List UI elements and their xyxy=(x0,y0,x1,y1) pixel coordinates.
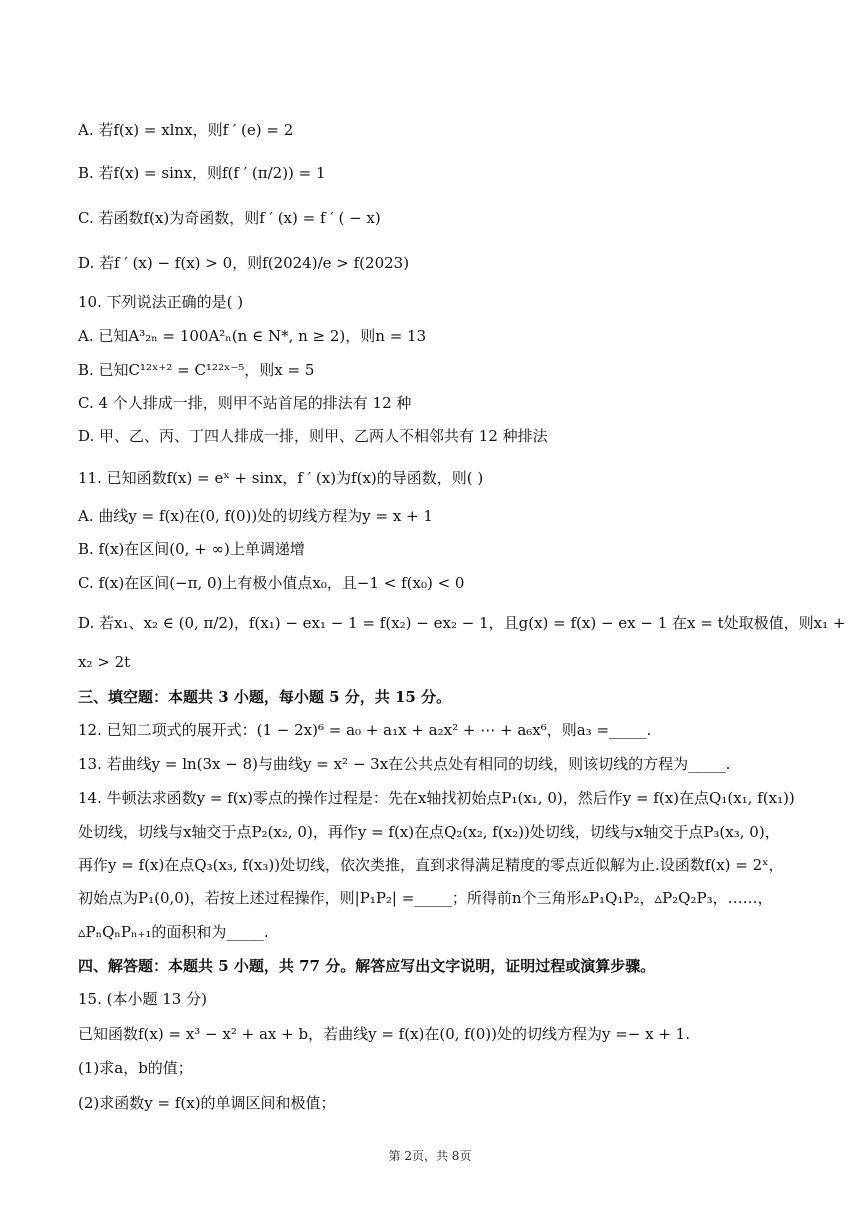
question-14-line3: 再作y = f(x)在点Q₃(x₃, f(x₃))处切线，依次类推，直到求得满足精度的零点近似解为止.设函数f(x) = 2ˣ， xyxy=(78,856,784,874)
question-14-line4: 初始点为P₁(0,0)，若按上述过程操作，则|P₁P₂| =_____；所得前n个三角形▵P₁Q₁P₂，▵P₂Q₂P₃，……， xyxy=(78,889,773,907)
question-15-part2: (2)求函数y = f(x)的单调区间和极值； xyxy=(78,1094,336,1112)
option-11b: B. f(x)在区间(0, + ∞)上单调递增 xyxy=(78,540,305,558)
option-10b: B. 已知C¹²ˣ⁺² = C¹²²ˣ⁻⁵，则x = 5 xyxy=(78,361,315,379)
question-13: 13. 若曲线y = ln(3x − 8)与曲线y = x² − 3x在公共点处有相同的切线，则该切线的方程为_____. xyxy=(78,755,731,773)
option-9d: D. 若f ′ (x) − f(x) > 0，则f(2024)/e > f(2023) xyxy=(78,254,410,272)
question-15-stem: 已知函数f(x) = x³ − x² + ax + b，若曲线y = f(x)在(0, f(0))处的切线方程为y =− x + 1. xyxy=(78,1025,690,1043)
question-10: 10. 下列说法正确的是( ) xyxy=(78,293,244,311)
question-14-line5: ▵PₙQₙPₙ₊₁的面积和为_____. xyxy=(78,923,269,941)
question-12: 12. 已知二项式的展开式：(1 − 2x)⁶ = a₀ + a₁x + a₂x² + ⋯ + a₆x⁶，则a₃ =_____. xyxy=(78,721,652,739)
option-10a: A. 已知A³₂ₙ = 100A²ₙ(n ∈ N*, n ≥ 2)，则n = 13 xyxy=(78,327,427,345)
page-footer: 第 2页，共 8页 xyxy=(388,1149,472,1163)
option-11a: A. 曲线y = f(x)在(0, f(0))处的切线方程为y = x + 1 xyxy=(78,507,433,525)
option-9a: A. 若f(x) = xlnx，则f ′ (e) = 2 xyxy=(78,121,294,139)
question-15-header: 15. (本小题 13 分) xyxy=(78,990,207,1008)
question-11: 11. 已知函数f(x) = eˣ + sinx，f ′ (x)为f(x)的导函数，则( ) xyxy=(78,469,484,487)
question-14-line2: 处切线，切线与x轴交于点P₂(x₂, 0)，再作y = f(x)在点Q₂(x₂, f(x₂))处切线，切线与x轴交于点P₃(x₃, 0)， xyxy=(78,823,780,841)
option-11d-cont: x₂ > 2t xyxy=(78,653,131,671)
option-10d: D. 甲、乙、丙、丁四人排成一排，则甲、乙两人不相邻共有 12 种排法 xyxy=(78,427,548,445)
question-15-part1: (1)求a，b的值； xyxy=(78,1059,193,1077)
option-11d: D. 若x₁、x₂ ∈ (0, π/2)，f(x₁) − ex₁ − 1 = f(x₂) − ex₂ − 1，且g(x) = f(x) − ex − 1 在x = t处取极值，则x₁ + xyxy=(78,614,846,632)
section-4-heading: 四、解答题：本题共 5 小题，共 77 分。解答应写出文字说明，证明过程或演算步骤。 xyxy=(78,957,656,975)
option-11c: C. f(x)在区间(−π, 0)上有极小值点x₀，且−1 < f(x₀) < 0 xyxy=(78,574,465,592)
question-14-line1: 14. 牛顿法求函数y = f(x)零点的操作过程是：先在x轴找初始点P₁(x₁, 0)，然后作y = f(x)在点Q₁(x₁, f(x₁)) xyxy=(78,789,795,807)
option-9c: C. 若函数f(x)为奇函数，则f ′ (x) = f ′ ( − x) xyxy=(78,209,381,227)
section-3-heading: 三、填空题：本题共 3 小题，每小题 5 分，共 15 分。 xyxy=(78,688,452,706)
option-9b: B. 若f(x) = sinx，则f(f ′ (π/2)) = 1 xyxy=(78,164,326,182)
option-10c: C. 4 个人排成一排，则甲不站首尾的排法有 12 种 xyxy=(78,394,412,412)
